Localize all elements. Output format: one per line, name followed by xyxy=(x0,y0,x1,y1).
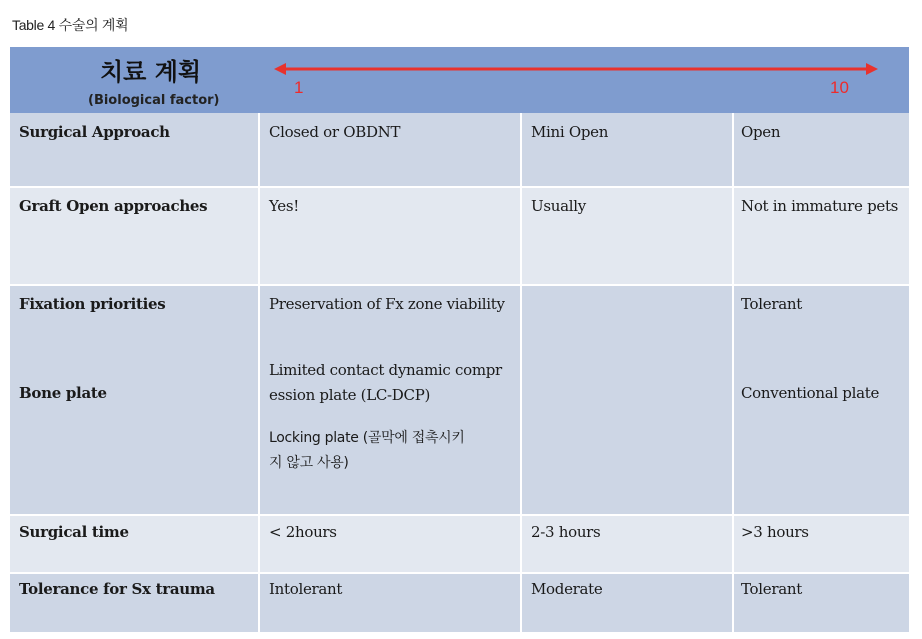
cell-approach-low: Closed or OBDNT xyxy=(269,123,401,141)
column-divider xyxy=(520,113,522,632)
cell-bone-plate-line: ession plate (LC-DCP) xyxy=(269,386,431,404)
cell-graft-high: Not in immature pets xyxy=(741,197,899,215)
scale-double-arrow-icon xyxy=(272,57,880,81)
row-label-fixation: Fixation priorities xyxy=(19,295,166,313)
cell-bone-plate-line: Locking plate (골막에 접촉시키 xyxy=(269,430,465,446)
row-label-tolerance: Tolerance for Sx trauma xyxy=(19,580,215,598)
cell-graft-mid: Usually xyxy=(531,197,586,215)
row-divider xyxy=(10,186,909,188)
header-title: 치료 계획 xyxy=(100,58,202,86)
table-caption: Table 4 수술의 계획 xyxy=(12,17,129,33)
row-divider xyxy=(10,514,909,516)
row-label-bone-plate: Bone plate xyxy=(19,384,107,402)
cell-approach-mid: Mini Open xyxy=(531,123,609,141)
cell-bone-plate-lcdcp xyxy=(269,358,502,408)
cell-time-mid: 2-3 hours xyxy=(531,523,601,541)
scale-min-label: 1 xyxy=(294,78,304,97)
row-divider xyxy=(10,572,909,574)
cell-time-high: >3 hours xyxy=(741,523,809,541)
table-header xyxy=(10,47,909,113)
row-divider xyxy=(10,284,909,286)
column-divider xyxy=(258,113,260,632)
cell-bone-plate-locking xyxy=(269,426,465,476)
cell-bone-plate-high: Conventional plate xyxy=(741,384,880,402)
cell-time-low: < 2hours xyxy=(269,523,337,541)
cell-graft-low: Yes! xyxy=(269,197,300,215)
surgery-plan-table xyxy=(10,47,909,632)
cell-fixation-low: Preservation of Fx zone viability xyxy=(269,295,505,313)
cell-tolerance-high: Tolerant xyxy=(741,580,802,598)
scale-max-label: 10 xyxy=(830,78,849,97)
cell-tolerance-low: Intolerant xyxy=(269,580,343,598)
cell-tolerance-mid: Moderate xyxy=(531,580,603,598)
row-label-surgical-approach: Surgical Approach xyxy=(19,123,170,141)
column-divider xyxy=(732,113,734,632)
cell-approach-high: Open xyxy=(741,123,781,141)
header-subtitle: (Biological factor) xyxy=(88,93,220,108)
cell-bone-plate-line: 지 않고 사용) xyxy=(269,455,349,471)
row-label-graft: Graft Open approaches xyxy=(19,197,208,215)
cell-bone-plate-line: Limited contact dynamic compr xyxy=(269,361,502,379)
row-label-surgical-time: Surgical time xyxy=(19,523,129,541)
cell-fixation-high: Tolerant xyxy=(741,295,802,313)
